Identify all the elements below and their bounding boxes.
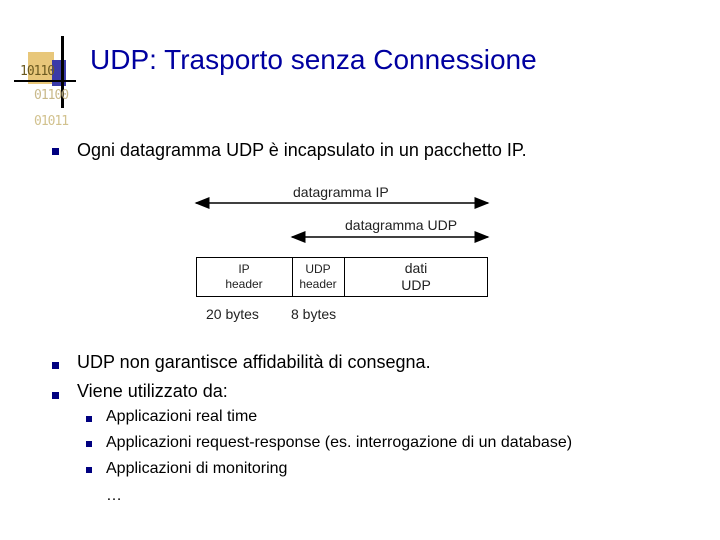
cell-line: IP (238, 262, 250, 276)
udp-datagram-label: datagramma UDP (345, 217, 458, 233)
sub-item-1: Applicazioni real time (106, 408, 258, 425)
logo-bits-3: 01011 (34, 114, 69, 129)
bullet-3-text: Viene utilizzato da: (77, 381, 228, 401)
udp-header-cell (292, 257, 344, 297)
diagram-arrows (0, 180, 720, 330)
logo-horizontal-line (14, 80, 76, 82)
bullet-marker (52, 148, 59, 155)
sub-bullet-marker (86, 441, 92, 447)
sub-bullet-marker (86, 416, 92, 422)
ip-header-size: 20 bytes (206, 306, 259, 322)
cell-line: header (299, 277, 337, 291)
logo-bits-2: 01100 (34, 88, 69, 103)
udp-data-cell (344, 257, 488, 297)
bullet-marker (52, 362, 59, 369)
bullet-marker (52, 392, 59, 399)
bullet-2-text: UDP non garantisce affidabilità di consegna. (77, 352, 431, 372)
bullet-1-text: Ogni datagramma UDP è incapsulato in un pacchetto IP. (77, 140, 527, 160)
logo (0, 0, 90, 140)
cell-line: header (225, 277, 263, 291)
logo-bits-1: 10110 (20, 64, 55, 79)
ip-header-cell (196, 257, 292, 297)
ip-datagram-label: datagramma IP (293, 184, 389, 200)
sub-item-2: Applicazioni request-response (es. interrogazione di un database) (106, 434, 573, 451)
cell-line: UDP (305, 262, 331, 276)
slide-title: UDP: Trasporto senza Connessione (90, 44, 537, 75)
encapsulation-diagram (0, 180, 720, 330)
udp-header-size: 8 bytes (291, 306, 337, 322)
sub-item-3: Applicazioni di monitoring (106, 460, 288, 477)
ellipsis: … (106, 487, 122, 504)
cell-line: dati (404, 260, 428, 276)
cell-line: UDP (401, 277, 431, 293)
sub-bullet-marker (86, 467, 92, 473)
